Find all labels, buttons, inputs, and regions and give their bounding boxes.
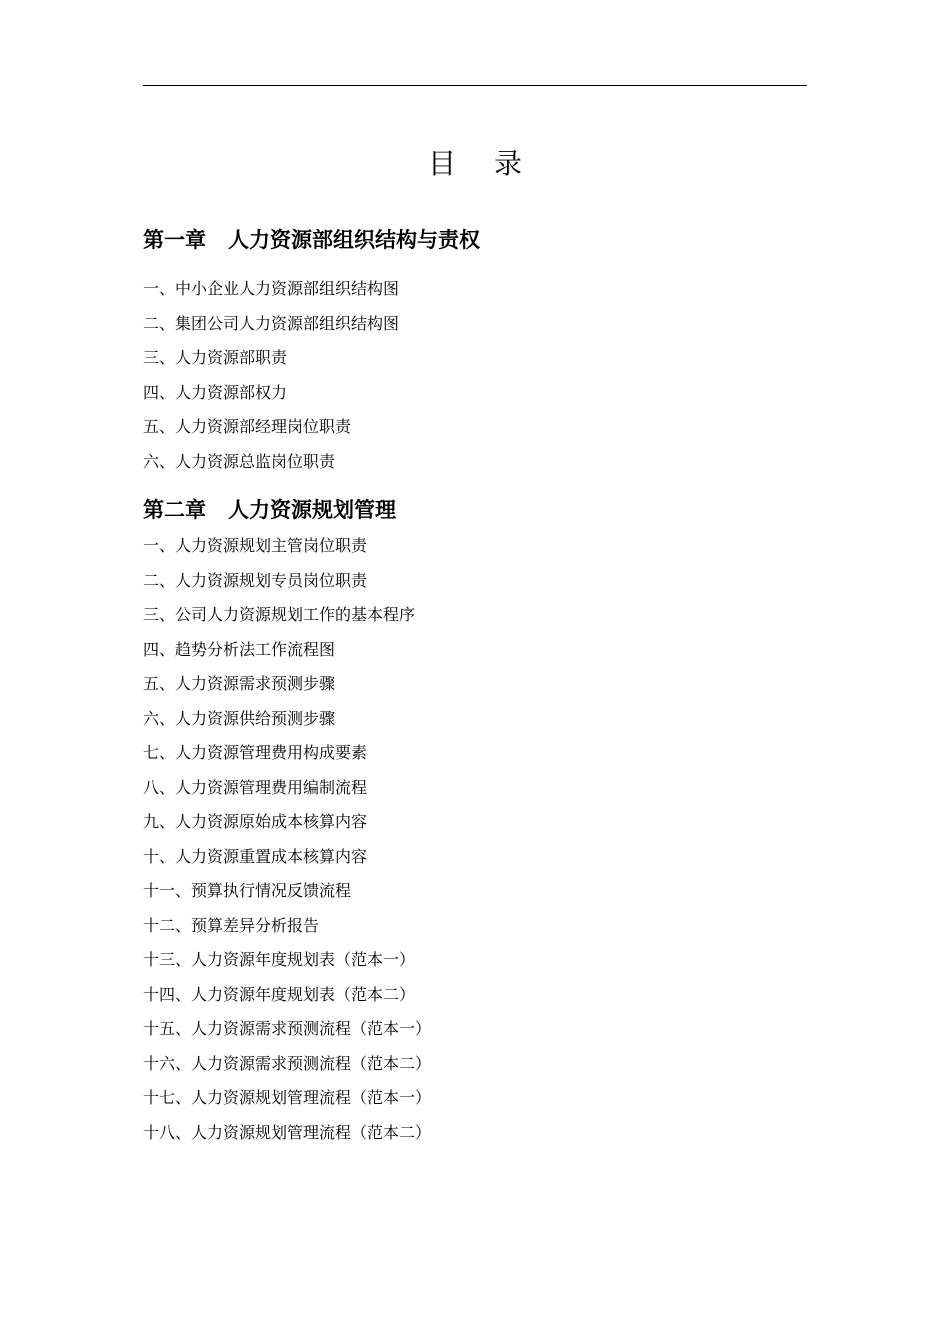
toc-entry: 十五、人力资源需求预测流程（范本一）	[143, 1019, 432, 1038]
toc-entry: 十六、人力资源需求预测流程（范本二）	[143, 1053, 432, 1073]
toc-title	[0, 146, 950, 182]
toc-title-char-1: 目	[427, 147, 456, 180]
toc-entry: 十七、人力资源规划管理流程（范本一）	[143, 1088, 432, 1107]
chapter-number: 第一章	[143, 227, 206, 252]
toc-entry: 六、人力资源总监岗位职责	[143, 451, 336, 471]
toc-entry: 八、人力资源管理费用编制流程	[143, 777, 368, 797]
toc-entry: 十一、预算执行情况反馈流程	[143, 881, 352, 900]
toc-entry: 二、集团公司人力资源部组织结构图	[143, 313, 400, 333]
chapter-2-entries	[143, 535, 807, 1156]
toc-entry: 七、人力资源管理费用构成要素	[143, 743, 368, 762]
header-rule	[143, 85, 807, 86]
chapter-title: 人力资源部组织结构与责权	[228, 227, 480, 252]
toc-entry: 一、中小企业人力资源部组织结构图	[143, 279, 400, 298]
chapter-number: 第二章	[143, 497, 206, 522]
toc-entry: 三、公司人力资源规划工作的基本程序	[143, 605, 416, 624]
toc-entry: 十、人力资源重置成本核算内容	[143, 846, 368, 866]
toc-entry: 二、人力资源规划专员岗位职责	[143, 570, 368, 590]
toc-entry: 十四、人力资源年度规划表（范本二）	[143, 984, 416, 1004]
chapter-1-entries	[143, 278, 807, 486]
toc-entry: 五、人力资源部经理岗位职责	[143, 417, 352, 437]
toc-entry: 三、人力资源部职责	[143, 348, 288, 368]
chapter-title: 人力资源规划管理	[228, 497, 396, 522]
toc-entry: 十八、人力资源规划管理流程（范本二）	[143, 1122, 432, 1142]
toc-entry: 十二、预算差异分析报告	[143, 915, 320, 935]
toc-title-char-2: 录	[494, 147, 523, 180]
toc-entry: 十三、人力资源年度规划表（范本一）	[143, 950, 416, 969]
toc-entry: 五、人力资源需求预测步骤	[143, 674, 336, 693]
toc-entry: 四、人力资源部权力	[143, 382, 288, 402]
toc-entry: 四、趋势分析法工作流程图	[143, 639, 336, 659]
toc-entry: 九、人力资源原始成本核算内容	[143, 812, 368, 831]
chapter-heading-1	[143, 226, 807, 254]
chapter-heading-2	[143, 496, 807, 524]
toc-entry: 六、人力资源供给预测步骤	[143, 708, 336, 728]
toc-entry: 一、人力资源规划主管岗位职责	[143, 536, 368, 555]
